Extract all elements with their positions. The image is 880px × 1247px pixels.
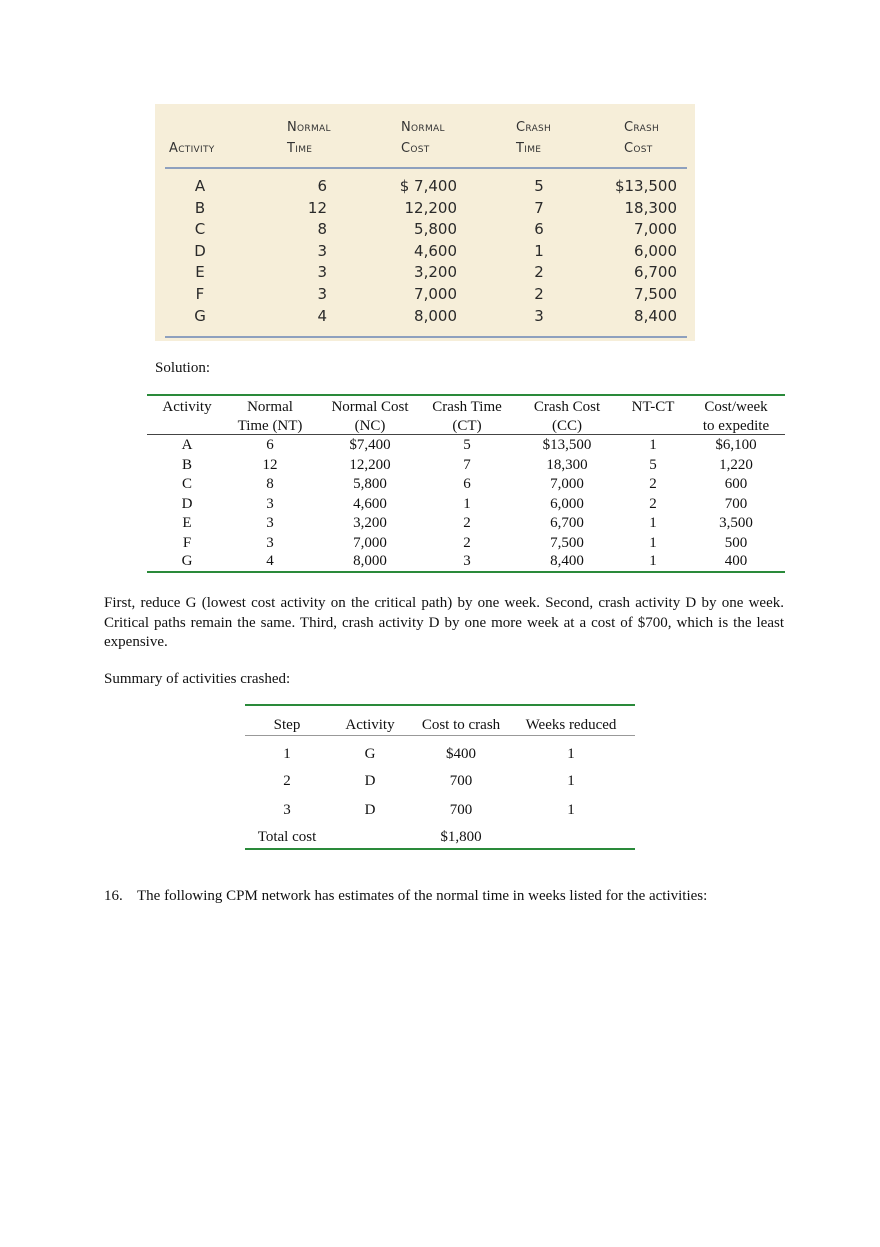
cell: 3 [266, 496, 274, 512]
cell: $7,400 [349, 437, 391, 453]
header-activity: Activity [169, 141, 215, 156]
col-header-normal-cost: Normal Cost (NC) [331, 399, 409, 434]
cell: G [364, 746, 376, 762]
cell: 1 [283, 746, 291, 762]
normal-time-column: 6 12 8 3 3 3 4 [307, 177, 327, 325]
cell: D [181, 496, 193, 512]
col-header-weeks-reduced: Weeks reduced [525, 717, 617, 733]
col-header-nt-ct: NT-CT [631, 399, 675, 415]
summary-label: Summary of activities crashed: [104, 671, 291, 687]
cell: 700 [449, 773, 473, 789]
cell: $6,100 [715, 437, 757, 453]
cell: 1,220 [719, 457, 753, 473]
cell: 4,600 [353, 496, 387, 512]
cell: 6,700 [550, 515, 584, 531]
cell: 8 [266, 476, 274, 492]
question-text: The following CPM network has estimates of the normal time in weeks listed for the activities: [137, 888, 708, 904]
cell: 7 [463, 457, 471, 473]
header-crash-time: Crash Time [516, 120, 552, 156]
table-bottom-rule [245, 848, 635, 850]
cell: 5 [649, 457, 657, 473]
crash-cost-column: $13,500 18,300 7,000 6,000 6,700 7,500 8,400 [614, 177, 677, 325]
cell: 12 [262, 457, 278, 473]
cell: 1 [649, 437, 657, 453]
cell: C [181, 476, 192, 492]
cell: 3 [266, 515, 274, 531]
col-header-normal-time: Normal Time (NT) [237, 399, 303, 434]
cell: 1 [567, 773, 575, 789]
cell: 1 [463, 496, 471, 512]
col-header-step: Step [273, 717, 301, 733]
cell: D [364, 802, 376, 818]
cell: 6 [463, 476, 471, 492]
normal-cost-column: $ 7,400 12,200 5,800 4,600 3,200 7,000 8,000 [399, 177, 457, 325]
activity-column: A B C D E F G [194, 177, 206, 325]
table-top-rule [147, 394, 785, 396]
cell: 18,300 [546, 457, 588, 473]
question-number: 16. [104, 888, 123, 904]
cell: 700 [449, 802, 473, 818]
cell: F [182, 535, 192, 551]
cell: 4 [266, 553, 274, 569]
cell: 6 [266, 437, 274, 453]
cell: 1 [567, 746, 575, 762]
col-header-cost-per-week: Cost/week to expedite [702, 399, 770, 434]
bottom-divider [165, 336, 687, 338]
cell: 7,500 [550, 535, 584, 551]
cell: 1 [649, 515, 657, 531]
cell: 12,200 [349, 457, 391, 473]
cell: 7,000 [353, 535, 387, 551]
cell: D [364, 773, 376, 789]
cell: 6,000 [550, 496, 584, 512]
cell: 2 [463, 535, 471, 551]
header-divider [165, 167, 687, 169]
header-rule [245, 735, 635, 736]
cell: G [181, 553, 193, 569]
cell: $13,500 [542, 437, 592, 453]
cell: 2 [649, 496, 657, 512]
cell: A [181, 437, 193, 453]
explanation-paragraph: First, reduce G (lowest cost activity on the critical path) by one week. Second, crash activity D by one week. Critical paths remain the same. Third, crash activity D by one more week at a cost of $700, which is the least expensive. [104, 595, 784, 650]
cell: 500 [724, 535, 748, 551]
crash-time-column: 5 7 6 1 2 2 3 [534, 177, 544, 325]
cell: 3,500 [719, 515, 753, 531]
col-header-activity: Activity [345, 717, 395, 733]
total-value: $1,800 [440, 829, 482, 845]
header-normal-cost: Normal Cost [401, 120, 445, 156]
cell: 3 [463, 553, 471, 569]
header-normal-time: Normal Time [287, 120, 331, 156]
cell: 3 [266, 535, 274, 551]
cell: E [182, 515, 192, 531]
cell: 2 [463, 515, 471, 531]
cell: $400 [446, 746, 476, 762]
cell: 3,200 [353, 515, 387, 531]
cell: 600 [724, 476, 748, 492]
cell: 1 [567, 802, 575, 818]
cell: 1 [649, 553, 657, 569]
table-bottom-rule [147, 571, 785, 573]
cell: 700 [724, 496, 748, 512]
col-header-cost-to-crash: Cost to crash [421, 717, 501, 733]
cell: 3 [283, 802, 291, 818]
header-rule [147, 434, 785, 435]
textbook-activity-table [155, 104, 695, 341]
col-header-activity: Activity [162, 399, 212, 415]
cell: 400 [724, 553, 748, 569]
table-top-rule [245, 704, 635, 706]
total-label: Total cost [257, 829, 317, 845]
cell: 2 [283, 773, 291, 789]
cell: 7,000 [550, 476, 584, 492]
col-header-crash-cost: Crash Cost (CC) [533, 399, 601, 434]
solution-label: Solution: [155, 360, 211, 376]
cell: 8,000 [353, 553, 387, 569]
cell: 1 [649, 535, 657, 551]
cell: 5,800 [353, 476, 387, 492]
header-crash-cost: Crash Cost [624, 120, 660, 156]
cell: B [181, 457, 192, 473]
col-header-crash-time: Crash Time (CT) [432, 399, 502, 434]
cell: 8,400 [550, 553, 584, 569]
cell: 5 [463, 437, 471, 453]
cell: 2 [649, 476, 657, 492]
